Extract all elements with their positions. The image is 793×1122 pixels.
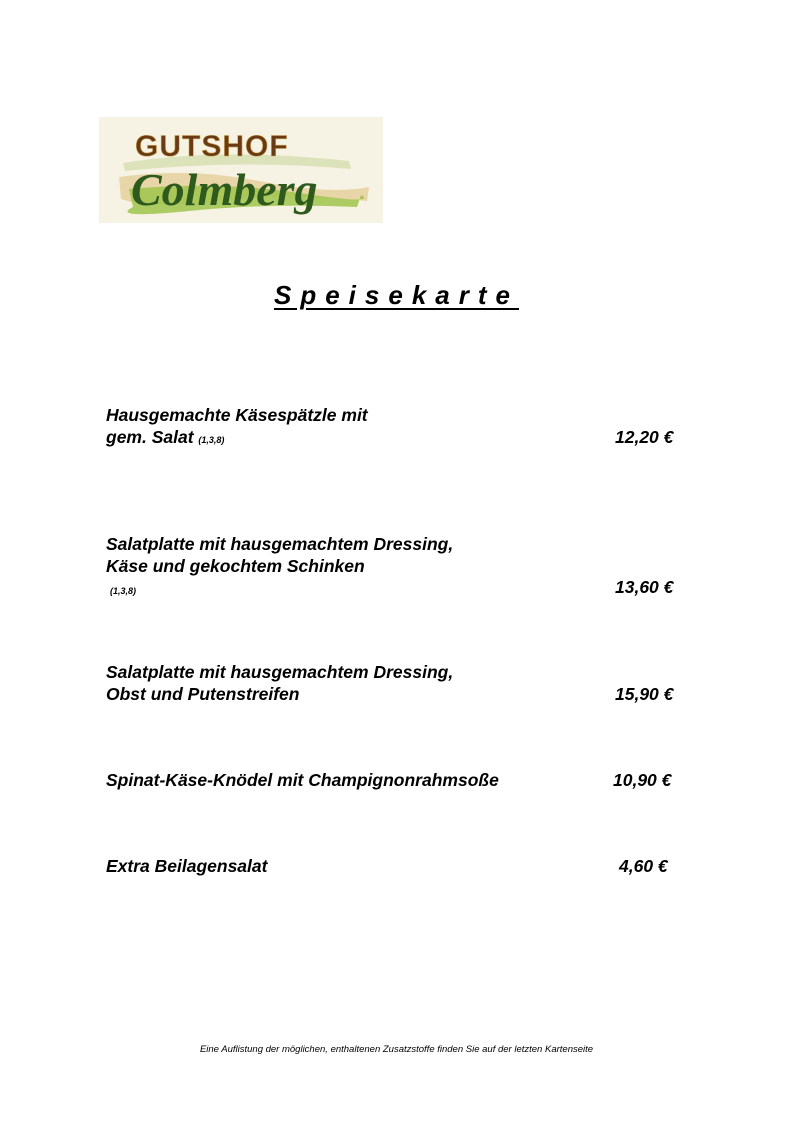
- logo-line1: GUTSHOF: [135, 130, 289, 163]
- menu-item: [106, 855, 267, 877]
- item-name-line: Salatplatte mit hausgemachtem Dressing,: [106, 534, 454, 554]
- menu-item: [106, 769, 499, 791]
- logo-line2: Colmberg: [131, 164, 318, 215]
- item-price: 12,20 €: [615, 427, 674, 447]
- item-price: 15,90 €: [615, 684, 674, 704]
- item-name-line: Salatplatte mit hausgemachtem Dressing,: [106, 662, 454, 682]
- item-price: 13,60 €: [615, 577, 674, 597]
- menu-item: [106, 533, 453, 602]
- page-title: Speisekarte: [274, 280, 519, 310]
- menu-item: [106, 404, 368, 451]
- menu-item: [106, 661, 453, 705]
- item-name-line: Käse und gekochtem Schinken: [106, 556, 365, 576]
- additives-footnote: Eine Auflistung der möglichen, enthaltenen Zusatzstoffe finden Sie auf der letzten Kartenseite: [199, 1044, 594, 1055]
- gutshof-colmberg-logo: [99, 117, 383, 223]
- item-name-line: Spinat-Käse-Knödel mit Champignonrahmsoße: [106, 770, 499, 790]
- item-name-line: Extra Beilagensalat: [106, 856, 268, 876]
- item-price: 4,60 €: [619, 856, 668, 876]
- allergen-codes: (1,3,8): [198, 435, 225, 445]
- item-price: 10,90 €: [613, 770, 672, 790]
- allergen-codes: (1,3,8): [110, 586, 137, 596]
- item-name-line: Hausgemachte Käsespätzle mit: [106, 405, 368, 425]
- item-name-line: gem. Salat: [106, 427, 194, 447]
- item-name-line: Obst und Putenstreifen: [106, 684, 300, 704]
